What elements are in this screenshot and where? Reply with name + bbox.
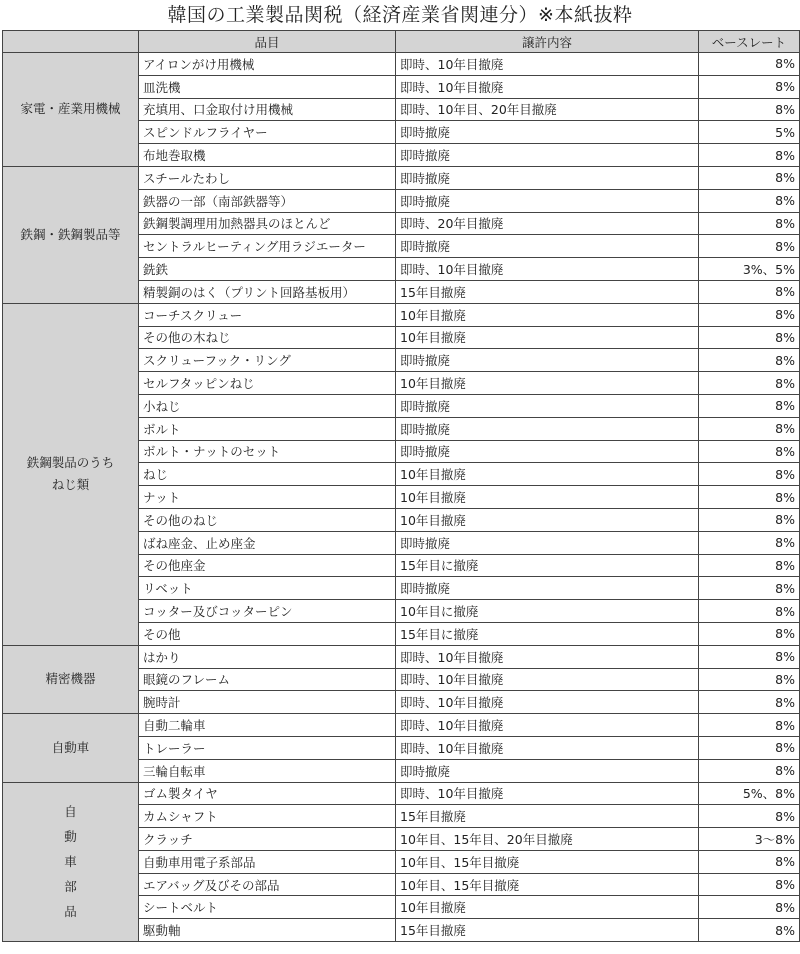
concession-cell: 即時撤廃 (396, 189, 699, 212)
rate-cell: 8% (699, 919, 800, 942)
rate-cell: 3%、5% (699, 258, 800, 281)
tariff-table (2, 30, 800, 942)
concession-cell: 10年目撤廃 (396, 303, 699, 326)
concession-cell: 即時、10年目撤廃 (396, 691, 699, 714)
rate-cell: 8% (699, 600, 800, 623)
concession-cell: 即時、10年目撤廃 (396, 714, 699, 737)
concession-cell: 即時、10年目撤廃 (396, 258, 699, 281)
item-cell: ねじ (139, 463, 396, 486)
table-header-row (3, 31, 800, 53)
rate-cell: 8% (699, 486, 800, 509)
concession-cell: 15年目撤廃 (396, 280, 699, 303)
rate-cell: 8% (699, 714, 800, 737)
rate-cell: 8% (699, 463, 800, 486)
concession-cell: 即時撤廃 (396, 440, 699, 463)
rate-cell: 8% (699, 417, 800, 440)
category-cell: 精密機器 (3, 645, 139, 713)
concession-cell: 即時撤廃 (396, 417, 699, 440)
item-cell: その他の木ねじ (139, 326, 396, 349)
category-cell: 鉄鋼・鉄鋼製品等 (3, 166, 139, 303)
concession-cell: 即時撤廃 (396, 235, 699, 258)
rate-cell: 8% (699, 212, 800, 235)
rate-cell: 8% (699, 166, 800, 189)
concession-cell: 10年目撤廃 (396, 463, 699, 486)
concession-cell: 10年目撤廃 (396, 896, 699, 919)
item-cell: スピンドルフライヤー (139, 121, 396, 144)
rate-cell: 5%、8% (699, 782, 800, 805)
rate-cell: 8% (699, 668, 800, 691)
concession-cell: 即時撤廃 (396, 577, 699, 600)
rate-cell: 8% (699, 75, 800, 98)
page-title: 韓国の工業製品関税（経済産業省関連分）※本紙抜粋 (167, 4, 633, 26)
table-row (3, 782, 800, 805)
item-cell: その他のねじ (139, 508, 396, 531)
item-cell: 自動二輪車 (139, 714, 396, 737)
rate-cell: 8% (699, 440, 800, 463)
concession-cell: 即時撤廃 (396, 349, 699, 372)
concession-cell: 15年目に撤廃 (396, 554, 699, 577)
item-cell: 皿洗機 (139, 75, 396, 98)
category-cell: 家電・産業用機械 (3, 53, 139, 167)
concession-cell: 15年目撤廃 (396, 919, 699, 942)
rate-cell: 8% (699, 896, 800, 919)
table-row (3, 645, 800, 668)
item-cell: ナット (139, 486, 396, 509)
concession-cell: 即時、20年目撤廃 (396, 212, 699, 235)
table-row (3, 303, 800, 326)
item-cell: 腕時計 (139, 691, 396, 714)
category-cell: 自 動 車 部 品 (3, 782, 139, 942)
item-cell: ボルト (139, 417, 396, 440)
rate-cell: 8% (699, 873, 800, 896)
concession-cell: 10年目撤廃 (396, 486, 699, 509)
concession-cell: 即時、10年目撤廃 (396, 736, 699, 759)
concession-cell: 即時撤廃 (396, 531, 699, 554)
item-cell: 小ねじ (139, 394, 396, 417)
rate-cell: 8% (699, 349, 800, 372)
rate-cell: 8% (699, 189, 800, 212)
item-cell: その他座金 (139, 554, 396, 577)
item-cell: セントラルヒーティング用ラジエーター (139, 235, 396, 258)
table-row (3, 714, 800, 737)
item-cell: コッター及びコッターピン (139, 600, 396, 623)
rate-cell: 8% (699, 850, 800, 873)
concession-cell: 10年目に撤廃 (396, 600, 699, 623)
item-cell: 精製銅のはく（プリント回路基板用） (139, 280, 396, 303)
rate-cell: 8% (699, 645, 800, 668)
item-cell: ボルト・ナットのセット (139, 440, 396, 463)
rate-cell: 8% (699, 280, 800, 303)
item-cell: リベット (139, 577, 396, 600)
rate-cell: 8% (699, 144, 800, 167)
rate-cell: 8% (699, 508, 800, 531)
concession-cell: 即時撤廃 (396, 144, 699, 167)
item-cell: シートベルト (139, 896, 396, 919)
category-cell: 鉄鋼製品のうちねじ類 (3, 303, 139, 645)
concession-cell: 即時、10年目撤廃 (396, 75, 699, 98)
rate-cell: 3〜8% (699, 828, 800, 851)
item-cell: ばね座金、止め座金 (139, 531, 396, 554)
concession-cell: 10年目撤廃 (396, 372, 699, 395)
item-cell: 駆動軸 (139, 919, 396, 942)
rate-cell: 8% (699, 326, 800, 349)
rate-cell: 8% (699, 303, 800, 326)
item-cell: コーチスクリュー (139, 303, 396, 326)
table-body (3, 53, 800, 942)
concession-cell: 10年目撤廃 (396, 508, 699, 531)
item-cell: 布地巻取機 (139, 144, 396, 167)
concession-cell: 即時撤廃 (396, 166, 699, 189)
item-cell: はかり (139, 645, 396, 668)
item-cell: アイロンがけ用機械 (139, 53, 396, 76)
rate-cell: 8% (699, 554, 800, 577)
concession-cell: 10年目、15年目撤廃 (396, 873, 699, 896)
item-cell: エアバッグ及びその部品 (139, 873, 396, 896)
rate-cell: 8% (699, 531, 800, 554)
item-cell: スクリューフック・リング (139, 349, 396, 372)
item-cell: ゴム製タイヤ (139, 782, 396, 805)
rate-cell: 8% (699, 577, 800, 600)
item-cell: 鉄器の一部（南部鉄器等） (139, 189, 396, 212)
item-cell: トレーラー (139, 736, 396, 759)
rate-cell: 5% (699, 121, 800, 144)
concession-cell: 10年目、15年目、20年目撤廃 (396, 828, 699, 851)
rate-cell: 8% (699, 805, 800, 828)
rate-cell: 8% (699, 736, 800, 759)
concession-cell: 15年目に撤廃 (396, 622, 699, 645)
concession-cell: 15年目撤廃 (396, 805, 699, 828)
item-cell: 眼鏡のフレーム (139, 668, 396, 691)
item-cell: セルフタッピンねじ (139, 372, 396, 395)
rate-cell: 8% (699, 622, 800, 645)
item-cell: 充填用、口金取付け用機械 (139, 98, 396, 121)
item-cell: その他 (139, 622, 396, 645)
concession-cell: 即時撤廃 (396, 394, 699, 417)
rate-cell: 8% (699, 53, 800, 76)
item-cell: 三輪自転車 (139, 759, 396, 782)
concession-cell: 10年目、15年目撤廃 (396, 850, 699, 873)
concession-cell: 即時、10年目撤廃 (396, 668, 699, 691)
rate-cell: 8% (699, 394, 800, 417)
rate-cell: 8% (699, 372, 800, 395)
header-base-rate: ベースレート (699, 31, 800, 53)
concession-cell: 即時、10年目、20年目撤廃 (396, 98, 699, 121)
rate-cell: 8% (699, 691, 800, 714)
concession-cell: 即時、10年目撤廃 (396, 645, 699, 668)
item-cell: 自動車用電子系部品 (139, 850, 396, 873)
concession-cell: 即時撤廃 (396, 121, 699, 144)
header-item: 品目 (139, 31, 396, 53)
header-concession: 譲許内容 (396, 31, 699, 53)
concession-cell: 即時、10年目撤廃 (396, 53, 699, 76)
table-row (3, 166, 800, 189)
header-category (3, 31, 139, 53)
rate-cell: 8% (699, 759, 800, 782)
item-cell: カムシャフト (139, 805, 396, 828)
table-row (3, 53, 800, 76)
rate-cell: 8% (699, 235, 800, 258)
concession-cell: 即時撤廃 (396, 759, 699, 782)
item-cell: クラッチ (139, 828, 396, 851)
category-cell: 自動車 (3, 714, 139, 782)
concession-cell: 即時、10年目撤廃 (396, 782, 699, 805)
concession-cell: 10年目撤廃 (396, 326, 699, 349)
item-cell: 銑鉄 (139, 258, 396, 281)
item-cell: スチールたわし (139, 166, 396, 189)
item-cell: 鉄鋼製調理用加熱器具のほとんど (139, 212, 396, 235)
rate-cell: 8% (699, 98, 800, 121)
